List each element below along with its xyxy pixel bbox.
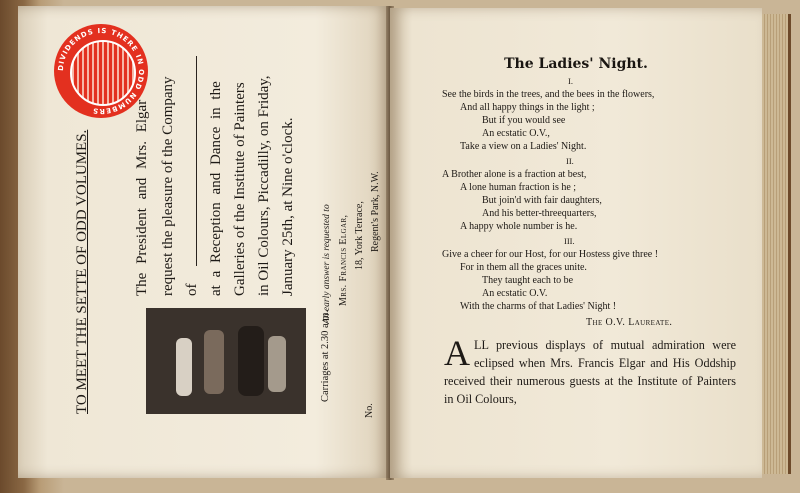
left-page	[18, 6, 390, 478]
stanza-2-line-5: A happy whole number is he.	[460, 221, 578, 232]
address-line-1: Mrs. Francis Elgar,	[338, 214, 349, 306]
invite-line-3: of	[184, 283, 200, 296]
address-line-2: 18, York Terrace,	[354, 201, 365, 270]
poem-signature: The O.V. Laureate.	[586, 317, 673, 328]
stanza-2-line-2: A lone human fraction is he ;	[460, 182, 577, 193]
invite-line-7: January 25th, at Nine o'clock.	[280, 117, 296, 296]
invite-line-5: Galleries of the Institute of Painters	[232, 82, 248, 296]
invite-line-2: request the pleasure of the Company	[160, 76, 176, 296]
invitation-heading: TO MEET THE SETTE OF ODD VOLUMES.	[74, 129, 90, 414]
stanza-3-line-5: With the charms of that Ladies' Night !	[460, 301, 617, 312]
stanza-2-line-4: And his better-threequarters,	[482, 208, 597, 219]
stanza-1-line-1: See the birds in the trees, and the bees in the flowers,	[442, 89, 655, 100]
stanza-1-line-2: And all happy things in the light ;	[460, 102, 595, 113]
address-line-3: Regent's Park, N.W.	[370, 171, 381, 252]
invite-line-4: at a Reception and Dance in the	[208, 81, 224, 296]
carriages-note: Carriages at 2.30 a.m.	[320, 309, 331, 402]
right-page	[390, 8, 762, 478]
narrative-paragraph	[444, 333, 736, 408]
narrative-text: LL previous displays of mutual admiration were eclipsed when Mrs. Francis Elgar and His Oddship received their numerous guests at the Institute of Painters in Oil Colours,	[444, 338, 736, 406]
stanza-3-line-2: For in them all the graces unite.	[460, 262, 587, 273]
guest-name-blank-line	[196, 56, 197, 266]
number-label: No.	[364, 403, 375, 418]
stanza-1-line-4: An ecstatic O.V.,	[482, 128, 550, 139]
invite-line-6: in Oil Colours, Piccadilly, on Friday,	[256, 75, 272, 296]
stanza-2-line-3: But join'd with fair daughters,	[482, 195, 602, 206]
page-edges	[762, 14, 791, 474]
stanza-3-line-3: They taught each to be	[482, 275, 574, 286]
answer-note: An early answer is requested to	[322, 204, 332, 324]
poem-title: The Ladies' Night.	[504, 56, 648, 72]
drop-cap: A	[444, 333, 470, 373]
stanza-1-line-5: Take a view on a Ladies' Night.	[460, 141, 587, 152]
stanza-3-numeral: III.	[564, 236, 575, 246]
seal-text: DIVIDENDS IS THERE IN ODD NUMBERS	[56, 26, 146, 116]
dance-illustration	[146, 308, 306, 414]
stanza-2-line-1: A Brother alone is a fraction at best,	[442, 169, 587, 180]
svg-text:DIVIDENDS IS THERE IN ODD NUMB	[57, 27, 145, 115]
invite-line-1: The President and Mrs. Elgar	[134, 99, 150, 296]
stanza-3-line-4: An ecstatic O.V.	[482, 288, 548, 299]
stanza-1-numeral: I.	[568, 76, 573, 86]
stanza-1-line-3: But if you would see	[482, 115, 566, 126]
stanza-2-numeral: II.	[566, 156, 574, 166]
stanza-3-line-1: Give a cheer for our Host, for our Hostess give three !	[442, 249, 659, 260]
